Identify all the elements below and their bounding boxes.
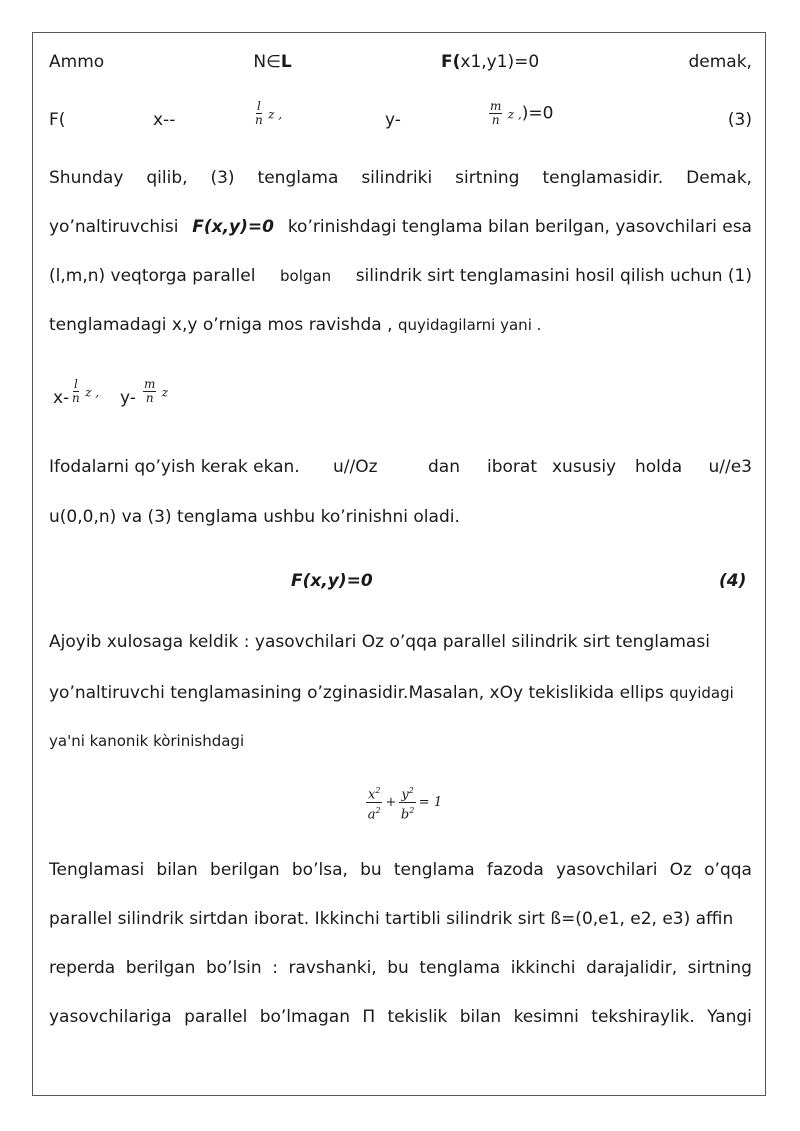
equation-number: (3) bbox=[727, 110, 752, 130]
word: N∈L bbox=[253, 52, 292, 72]
text-line-11: Ajoyib xulosaga keldik : yasovchilari Oz o’qqa parallel silindrik sirt tenglamasi bbox=[49, 632, 710, 652]
formula: F(x,y)=0 bbox=[192, 217, 274, 237]
fraction-m-n: $\frac{m}{n}$ z bbox=[144, 377, 169, 405]
fraction-l-n: $\frac{l}{n}$ z , bbox=[72, 377, 100, 405]
word: y- bbox=[385, 110, 401, 130]
text-line-15: parallel silindrik sirtdan iborat. Ikkinchi tartibli silindrik sirt ß=(0,e1, e2, e3) affin bbox=[49, 909, 734, 929]
text-line-2 bbox=[49, 100, 752, 140]
fraction-l-n: $\frac{l}{n}$ z , bbox=[255, 99, 283, 127]
text-line-7: x- $\frac{l}{n}$ z , y- $\frac{m}{n}$ z bbox=[53, 377, 169, 408]
word: Ammo bbox=[49, 52, 105, 72]
text-line-16: reperda berilgan bo’lsin : ravshanki, bu tenglama ikkinchi darajalidir, sirtning bbox=[49, 958, 752, 978]
word: F(x1,y1)=0 bbox=[441, 52, 540, 72]
text-line-14: Tenglamasi bilan berilgan bo’lsa, bu tenglama fazoda yasovchilari Oz o’qqa bbox=[49, 860, 752, 880]
text-line-4: yo’naltiruvchisi F(x,y)=0 ko’rinishdagi tenglama bilan berilgan, yasovchilari esa bbox=[49, 217, 752, 237]
text-line-3: Shunday qilib, (3) tenglama silindriki sirtning tenglamasidir. Demak, bbox=[49, 168, 752, 188]
text-line-9: u(0,0,n) va (3) tenglama ushbu ko’rinishni oladi. bbox=[49, 507, 460, 527]
ellipse-equation: $x^2$ $a^2$ + $\frac{y^2}{b^2}$ = 1 bbox=[366, 783, 442, 823]
word: F( bbox=[49, 110, 66, 130]
text-line-13: ya'ni kanonik kòrinishdagi bbox=[49, 732, 245, 750]
text-line-1 bbox=[49, 52, 752, 72]
text-line-12: yo’naltiruvchi tenglamasining o’zginasidir.Masalan, xOy tekislikida ellips quyidagi bbox=[49, 683, 734, 703]
word: demak, bbox=[688, 52, 752, 72]
text-line-5: (l,m,n) veqtorga parallel bolgan silindrik sirt tenglamasini hosil qilish uchun (1) bbox=[49, 266, 752, 286]
page-border bbox=[32, 32, 766, 1096]
word: x-- bbox=[153, 110, 176, 130]
fraction-m-n: $\frac{m}{n}$ z ,)=0 bbox=[490, 99, 554, 127]
text-line-6: tenglamadagi x,y o’rniga mos ravishda , quyidagilarni yani . bbox=[49, 315, 542, 335]
text-line-17: yasovchilariga parallel bo’lmagan Π tekislik bilan kesimni tekshiraylik. Yangi bbox=[49, 1007, 752, 1027]
